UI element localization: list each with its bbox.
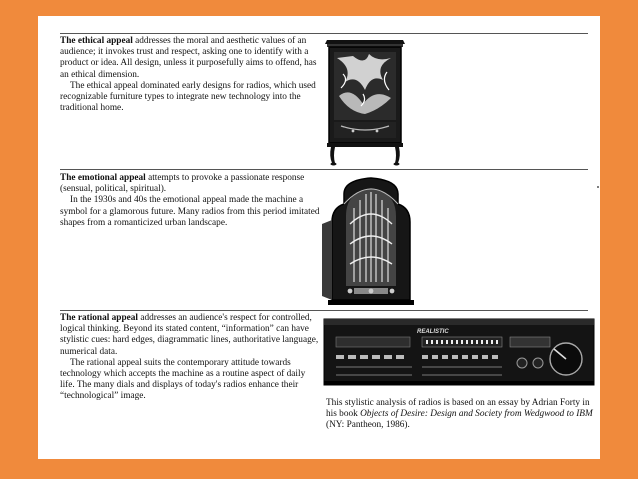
emotional-appeal-body: attempts to provoke a passionate response (sensual, political, spiritual). xyxy=(60,173,305,195)
emotional-appeal-heading: The emotional appeal xyxy=(60,173,146,183)
stereo-receiver-image xyxy=(322,315,596,389)
rational-appeal-heading: The rational appeal xyxy=(60,313,138,323)
credit-suffix: (NY: Pantheon, 1986). xyxy=(326,420,410,431)
stereo-brand-label: REALISTIC xyxy=(417,329,449,335)
emotional-appeal-paragraph-2: In the 1930s and 40s the emotional appeal made the machine a symbol for a glamorous future. Many radios from this period imitated shapes from a romanticized urban landscape. xyxy=(60,195,320,228)
document-page xyxy=(38,16,600,459)
credit-prefix: This stylistic analysis of radios is based on an essay by Adrian Forty in his book xyxy=(326,398,590,420)
credit-book-title: Objects of Desire: Design and Society from Wedgwood to IBM xyxy=(360,409,593,420)
cabinet-radio-image xyxy=(323,34,408,168)
rational-appeal-text xyxy=(60,313,322,403)
section-divider xyxy=(60,169,588,170)
ethical-appeal-text xyxy=(60,36,322,114)
rational-appeal-paragraph-2: The rational appeal suits the contemporary attitude towards technology which accepts the machine as a routine aspect of daily life. The many dials and displays of today's radios enhance their “technological” image. xyxy=(60,357,306,402)
rational-appeal-body: addresses an audience's respect for controlled, logical thinking. Beyond its stated content, “information” can have stylistic cues: hard edges, diagrammatic lines, authoritative language, numerical data. xyxy=(60,313,319,357)
ethical-appeal-paragraph-2: The ethical appeal dominated early designs for radios, which used recognizable furniture types to integrate new technology into the traditional home. xyxy=(60,80,316,114)
source-credit xyxy=(326,398,596,432)
section-divider xyxy=(60,310,588,311)
ethical-appeal-body: addresses the moral and aesthetic values of an audience; it invokes trust and respect, asking one to identify with a product or idea. All design, unless it purposefully aims to offend, has an ethical dimension. xyxy=(60,36,317,80)
cathedral-radio-image xyxy=(314,174,429,308)
ethical-appeal-heading: The ethical appeal xyxy=(60,36,133,46)
emotional-appeal-text xyxy=(60,173,322,229)
speck xyxy=(597,186,599,188)
